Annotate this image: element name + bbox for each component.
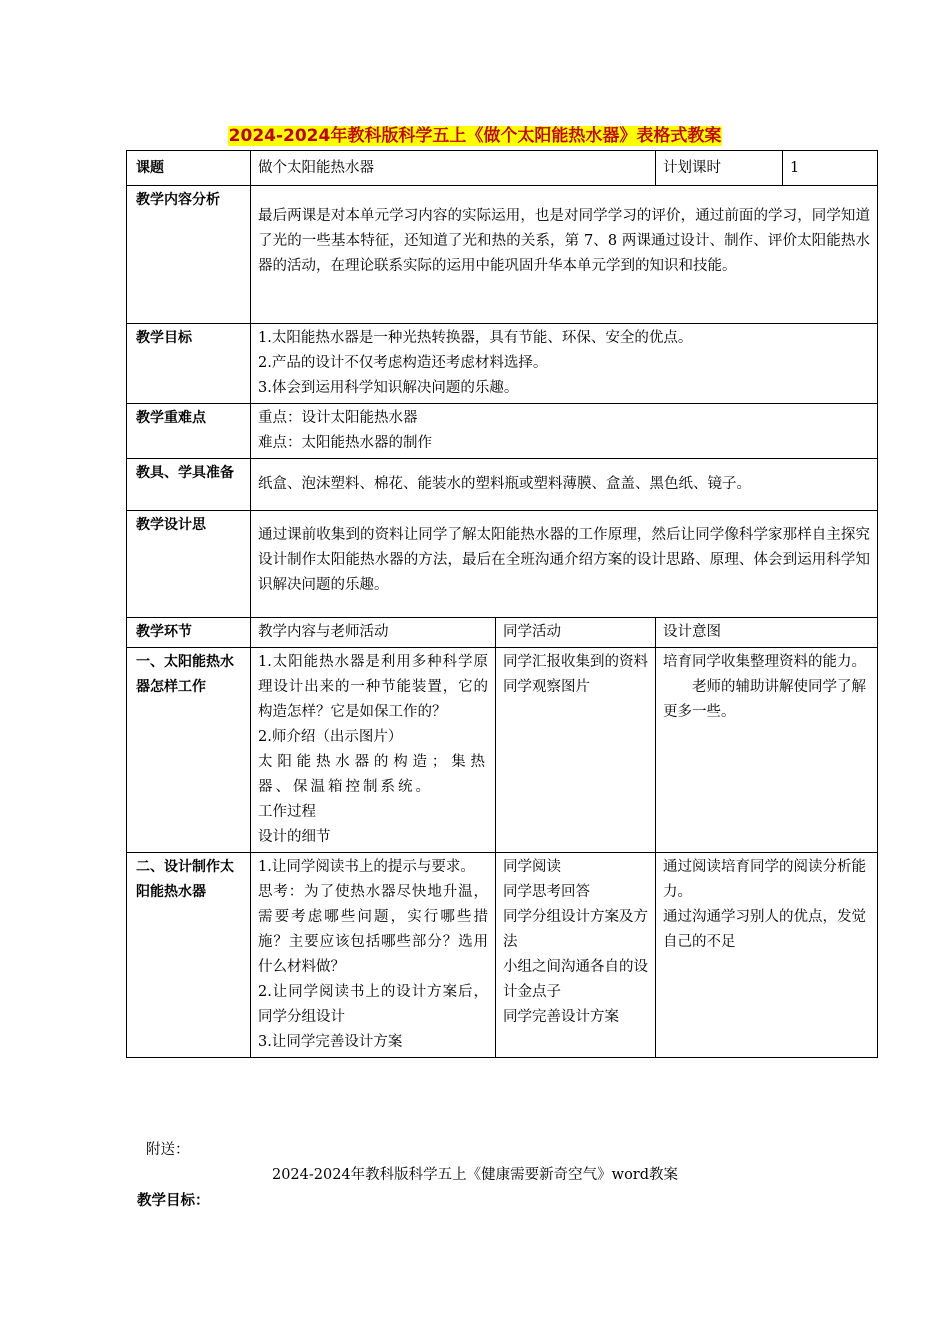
teacher-line: 2.让同学阅读书上的设计方案后，同学分组设计 xyxy=(258,984,488,1025)
analysis-label: 教学内容分析 xyxy=(127,186,251,324)
intent-line: 通过阅读培育同学的阅读分析能力。 xyxy=(663,859,866,900)
next-lesson-title: 2024-2024年教科版科学五上《健康需要新奇空气》word教案 xyxy=(271,1167,679,1183)
intent-line: 培育同学收集整理资料的能力。 xyxy=(663,654,866,670)
topic-row xyxy=(127,151,878,186)
goals-label: 教学目标 xyxy=(127,324,251,404)
student-line: 同学思考回答 xyxy=(503,884,590,900)
analysis-row xyxy=(127,186,878,324)
planned-hours-value: 1 xyxy=(783,151,878,186)
teacher-line: 工作过程 xyxy=(258,804,316,820)
design-intent xyxy=(656,853,878,1058)
student-line: 同学汇报收集到的资料 xyxy=(503,654,648,670)
stage-header-row xyxy=(127,618,878,648)
design-intent xyxy=(656,648,878,853)
tools-label: 教具、学具准备 xyxy=(127,459,251,511)
student-activity xyxy=(496,648,656,853)
next-lesson-goal-heading: 教学目标： xyxy=(137,1193,210,1209)
analysis-text: 最后两课是对本单元学习内容的实际运用，也是对同学学习的评价，通过前面的学习，同学知道了光的一些基本特征，还知道了光和热的关系，第 7、8 两课通过设计、制作、评价太阳能热水器的活动，在理论联系实际的运用中能巩固升华本单元学到的知识和技能。 xyxy=(251,186,878,324)
keypoints-label: 教学重难点 xyxy=(127,404,251,459)
goals-row xyxy=(127,324,878,404)
tools-row xyxy=(127,459,878,511)
teacher-activity xyxy=(251,648,496,853)
teacher-line: 设计的细节 xyxy=(258,829,331,845)
teacher-header: 教学内容与老师活动 xyxy=(251,618,496,648)
document-title: 2024-2024年教科版科学五上《做个太阳能热水器》表格式教案 xyxy=(228,126,722,146)
design-row xyxy=(127,511,878,618)
student-activity xyxy=(496,853,656,1058)
topic-value: 做个太阳能热水器 xyxy=(251,151,656,186)
goals-list xyxy=(251,324,878,404)
tools-text: 纸盒、泡沫塑料、棉花、能装水的塑料瓶或塑料薄膜、盒盖、黑色纸、镜子。 xyxy=(251,459,878,511)
keypoint-item: 重点：设计太阳能热水器 xyxy=(258,410,418,426)
intent-header: 设计意图 xyxy=(656,618,878,648)
teacher-activity xyxy=(251,853,496,1058)
goal-item: 2.产品的设计不仅考虑构造还考虑材料选择。 xyxy=(258,355,548,371)
design-text: 通过课前收集到的资料让同学了解太阳能热水器的工作原理，然后让同学像科学家那样自主探究设计制作太阳能热水器的方法，最后在全班沟通介绍方案的设计思路、原理、体会到运用科学知识解决问题的乐趣。 xyxy=(251,511,878,618)
lesson-plan-table xyxy=(126,150,878,1058)
intent-line: 通过沟通学习别人的优点，发觉自己的不足 xyxy=(663,909,866,950)
keypoints-list xyxy=(251,404,878,459)
teacher-line: 太阳能热水器的构造；集热器、保温箱控制系统。 xyxy=(258,754,488,795)
design-label: 教学设计思 xyxy=(127,511,251,618)
stage-row xyxy=(127,648,878,853)
keypoint-item: 难点：太阳能热水器的制作 xyxy=(258,435,432,451)
teacher-line: 2.师介绍（出示图片） xyxy=(258,729,403,745)
planned-hours-label: 计划课时 xyxy=(656,151,783,186)
teacher-line: 思考：为了使热水器尽快地升温，需要考虑哪些问题，实行哪些措施？主要应该包括哪些部分？选用什么材料做？ xyxy=(258,884,488,975)
goal-item: 3.体会到运用科学知识解决问题的乐趣。 xyxy=(258,380,519,396)
stage-row xyxy=(127,853,878,1058)
student-line: 同学阅读 xyxy=(503,859,561,875)
teacher-line: 1.太阳能热水器是利用多种科学原理设计出来的一种节能装置，它的构造怎样？它是如保工作的？ xyxy=(258,654,488,720)
topic-label: 课题 xyxy=(127,151,251,186)
teacher-line: 1.让同学阅读书上的提示与要求。 xyxy=(258,859,475,875)
stage-header: 教学环节 xyxy=(127,618,251,648)
student-line: 同学观察图片 xyxy=(503,679,590,695)
attached-label: 附送： xyxy=(146,1142,190,1158)
stage-name: 二、设计制作太阳能热水器 xyxy=(127,853,251,1058)
student-header: 同学活动 xyxy=(496,618,656,648)
teacher-line: 3.让同学完善设计方案 xyxy=(258,1034,403,1050)
student-line: 同学分组设计方案及方法 xyxy=(503,909,648,950)
student-line: 小组之间沟通各自的设计金点子 xyxy=(503,959,648,1000)
student-line: 同学完善设计方案 xyxy=(503,1009,619,1025)
keypoints-row xyxy=(127,404,878,459)
stage-name: 一、太阳能热水器怎样工作 xyxy=(127,648,251,853)
intent-line: 老师的辅助讲解使同学了解更多一些。 xyxy=(663,679,866,720)
goal-item: 1.太阳能热水器是一种光热转换器，具有节能、环保、安全的优点。 xyxy=(258,330,693,346)
